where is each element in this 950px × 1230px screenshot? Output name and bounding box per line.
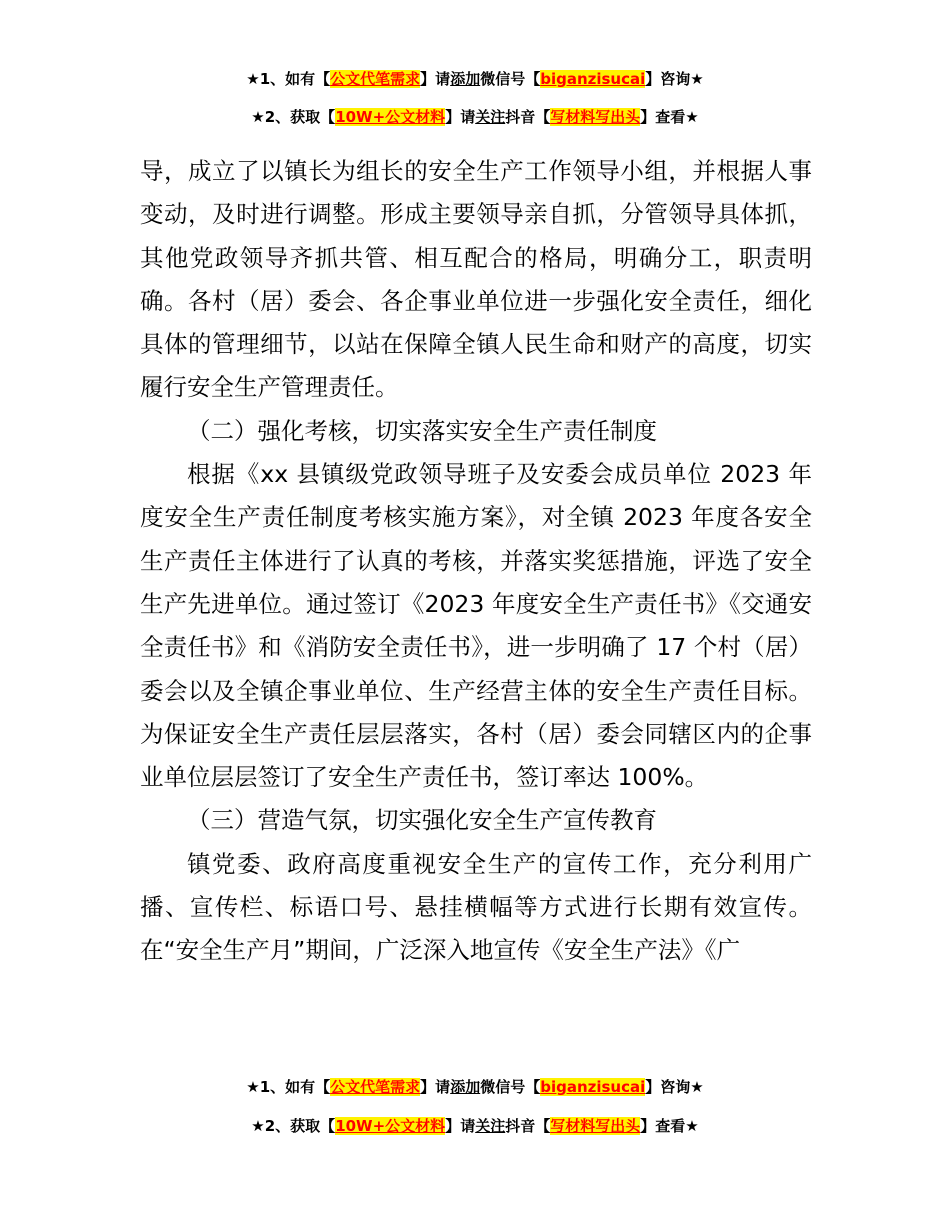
header-promo-line-2: [0, 106, 950, 128]
promo-prefix: ★2、获取【: [251, 1117, 336, 1135]
promo-text: 】请: [420, 70, 451, 88]
promo-highlight-service: 公文代笔需求: [330, 70, 421, 88]
promo-highlight-douyin-id: 写材料写出头: [550, 108, 641, 126]
footer-promo-line-2: [0, 1115, 950, 1137]
promo-text: 】请: [445, 108, 476, 126]
promo-text: 微信号【: [480, 70, 541, 88]
section-heading: （二）强化考核，切实落实安全生产责任制度: [187, 416, 657, 445]
promo-highlight-service: 公文代笔需求: [330, 1078, 421, 1096]
promo-prefix: ★1、如有【: [246, 70, 331, 88]
promo-prefix: ★2、获取【: [251, 108, 336, 126]
promo-underlined: 关注: [475, 1117, 506, 1135]
promo-highlight-materials: 10W+公文材料: [335, 108, 446, 126]
promo-underlined: 添加: [450, 1078, 481, 1096]
promo-suffix: 】查看★: [640, 108, 699, 126]
footer-promo-line-1: [0, 1076, 950, 1098]
document-body: [140, 150, 812, 973]
promo-highlight-douyin-id: 写材料写出头: [550, 1117, 641, 1135]
promo-highlight-wechat-id: biganzisucai: [540, 70, 646, 88]
body-paragraph: 根据《xx 县镇级党政领导班子及安委会成员单位 2023 年度安全生产责任制度考核实施方案》，对全镇 2023 年度各安全生产责任主体进行了认真的考核，并落实奖惩措施，评选了安全生产先进单位。通过签订《2023 年度安全生产责任书》《交通安全责任书》和《消防安全责任书》，进一步明确了 17 个村（居）委会以及全镇企事业单位、生产经营主体的安全生产责任目标。为保证安全生产责任层层落实，各村（居）委会同辖区内的企事业单位层层签订了安全生产责任书，签订率达 100%。: [140, 460, 812, 792]
promo-text: 】请: [445, 1117, 476, 1135]
body-paragraph: 导，成立了以镇长为组长的安全生产工作领导小组，并根据人事变动，及时进行调整。形成主要领导亲自抓，分管领导具体抓，其他党政领导齐抓共管、相互配合的格局，明确分工，职责明确。各村（居）委会、各企事业单位进一步强化安全责任，细化具体的管理细节，以站在保障全镇人民生命和财产的高度，切实履行安全生产管理责任。: [140, 157, 812, 402]
promo-highlight-materials: 10W+公文材料: [335, 1117, 446, 1135]
promo-text: 】请: [420, 1078, 451, 1096]
promo-underlined: 关注: [475, 108, 506, 126]
promo-suffix: 】咨询★: [645, 70, 704, 88]
promo-highlight-wechat-id: biganzisucai: [540, 1078, 646, 1096]
section-heading: （三）营造气氛，切实强化安全生产宣传教育: [187, 806, 657, 835]
promo-text: 抖音【: [505, 1117, 551, 1135]
body-paragraph: 镇党委、政府高度重视安全生产的宣传工作，充分利用广播、宣传栏、标语口号、悬挂横幅等方式进行长期有效宣传。在“安全生产月”期间，广泛深入地宣传《安全生产法》《广: [140, 849, 812, 965]
promo-prefix: ★1、如有【: [246, 1078, 331, 1096]
promo-text: 抖音【: [505, 108, 551, 126]
promo-suffix: 】查看★: [640, 1117, 699, 1135]
promo-text: 微信号【: [480, 1078, 541, 1096]
promo-suffix: 】咨询★: [645, 1078, 704, 1096]
promo-underlined: 添加: [450, 70, 481, 88]
header-promo-line-1: [0, 68, 950, 90]
